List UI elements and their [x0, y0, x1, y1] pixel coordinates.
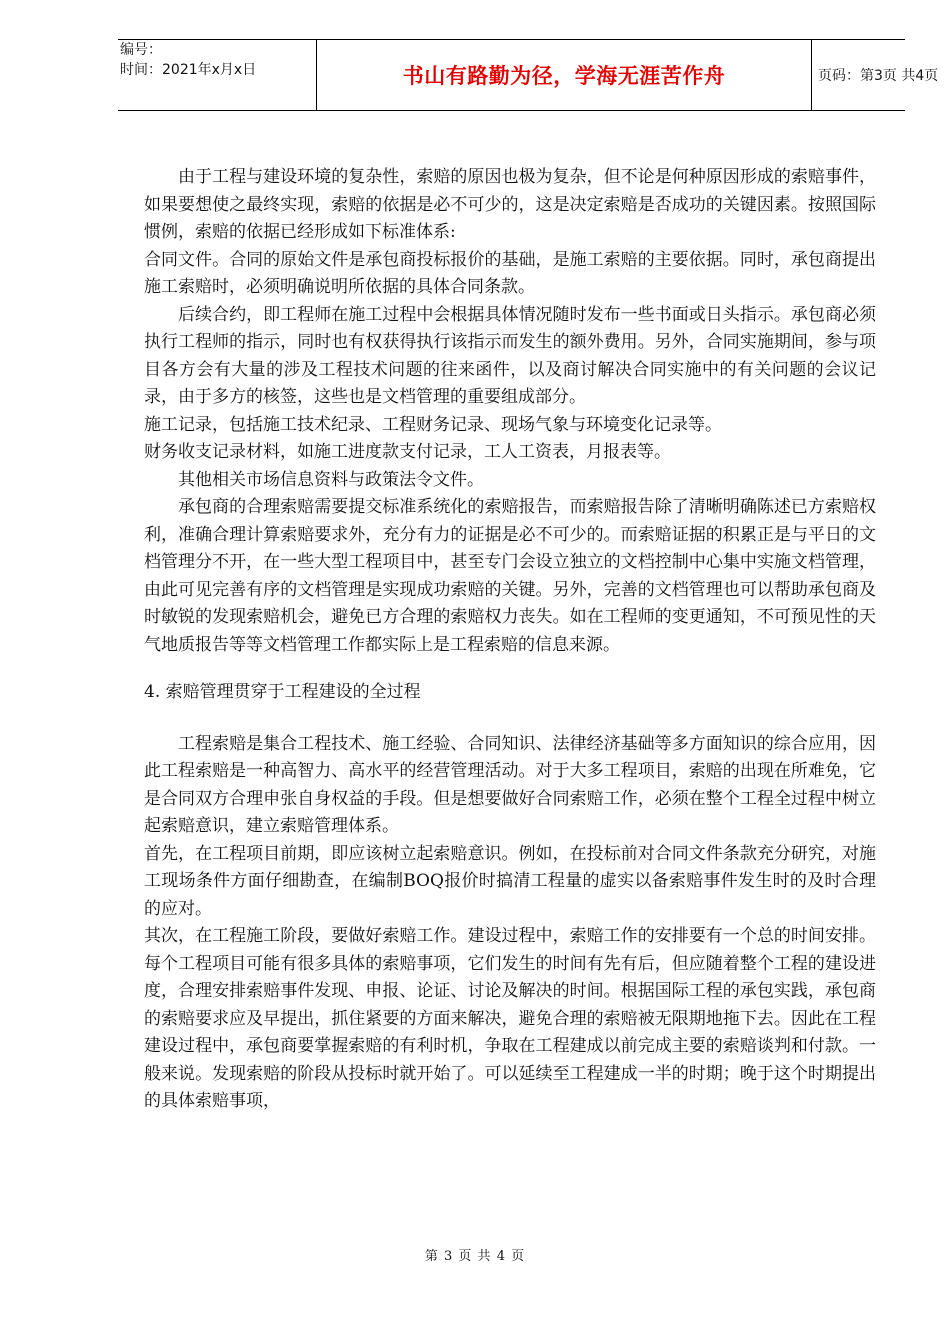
paragraph: 财务收支记录材料，如施工进度款支付记录，工人工资表，月报表等。 [144, 442, 671, 462]
paragraph: 施工记录，包括施工技术纪录、工程财务记录、现场气象与环境变化记录等。 [144, 414, 722, 435]
paragraph: 承包商的合理索赔需要提交标准系统化的索赔报告，而索赔报告除了清晰明确陈述已方索赔权利，准确合理计算索赔要求外，充分有力的证据是必不可少的。而索赔证据的积累正是与平日的文档管理分不开，在一些大型工程项目中，甚至专门会设立独立的文档控制中心集中实施文档管理，由此可见完善有序的文档管理是实现成功索赔的关键。另外，完善的文档管理也可以帮助承包商及时敏锐的发现索赔机会，避免已方合理的索赔权力丧失。如在工程师的变更通知，不可预见性的天气地质报告等等文档管理工作都实际上是工程索赔的信息来源。 [144, 497, 876, 655]
paragraph: 后续合约，即工程师在施工过程中会根据具体情况随时发布一些书面或日头指示。承包商必须执行工程师的指示，同时也有权获得执行该指示而发生的额外费用。另外，合同实施期间，参与项目各方会有大量的涉及工程技术问题的往来函件，以及商讨解决合同实施中的有关问题的会议记录，由于多方的核签，这些也是文档管理的重要组成部分。 [144, 304, 876, 407]
paragraph: 首先，在工程项目前期，即应该树立起索赔意识。例如，在投标前对合同文件条款充分研究，对施工现场条件方面仔细勘查，在编制BOQ报价时搞清工程量的虚实以备索赔事件发生时的及时合理的应对。 [144, 843, 876, 919]
paragraph: 合同文件。合同的原始文件是承包商投标报价的基础，是施工索赔的主要依据。同时，承包商提出施工索赔时，必须明确说明所依据的具体合同条款。 [144, 249, 876, 297]
document-body [144, 164, 876, 1116]
header-motto: 书山有路勤为径，学海无涯苦作舟 [316, 40, 812, 110]
page-header [118, 39, 939, 111]
header-page-number: 页码：第3页 共4页 [818, 68, 939, 84]
document-number-label: 编号： [120, 42, 162, 58]
paragraph: 由于工程与建设环境的复杂性，索赔的原因也极为复杂，但不论是何种原因形成的索赔事件，如果要想使之最终实现，索赔的依据是必不可少的，这是决定索赔是否成功的关键因素。按照国际惯例，索赔的依据已经形成如下标准体系: [144, 167, 876, 242]
paragraph: 工程索赔是集合工程技术、施工经验、合同知识、法律经济基础等多方面知识的综合应用，因此工程索赔是一种高智力、高水平的经营管理活动。对于大多工程项目，索赔的出现在所难免，它是合同双方合理申张自身权益的手段。但是想要做好合同索赔工作，必须在整个工程全过程中树立起索赔意识，建立索赔管理体系。 [144, 733, 876, 836]
paragraph: 其次，在工程施工阶段，要做好索赔工作。建设过程中，索赔工作的安排要有一个总的时间安排。每个工程项目可能有很多具体的索赔事项，它们发生的时间有先有后，但应随着整个工程的建设进度，合理安排索赔事件发现、申报、论证、讨论及解决的时间。根据国际工程的承包实践，承包商的索赔要求应及早提出，抓住紧要的方面来解决，避免合理的索赔被无限期地拖下去。因此在工程建设过程中，承包商要掌握索赔的有利时机，争取在工程建成以前完成主要的索赔谈判和付款。一般来说。发现索赔的阶段从投标时就开始了。可以延续至工程建成一半的时期；晚于这个时期提出的具体索赔事项， [144, 926, 876, 1111]
header-meta [118, 40, 316, 110]
document-time-label: 时间：2021年x月x日 [120, 62, 257, 78]
section-heading: 4. 索赔管理贯穿于工程建设的全过程 [144, 682, 421, 702]
page-footer: 第 3 页 共 4 页 [424, 1249, 526, 1264]
paragraph: 其他相关市场信息资料与政策法令文件。 [178, 469, 484, 490]
